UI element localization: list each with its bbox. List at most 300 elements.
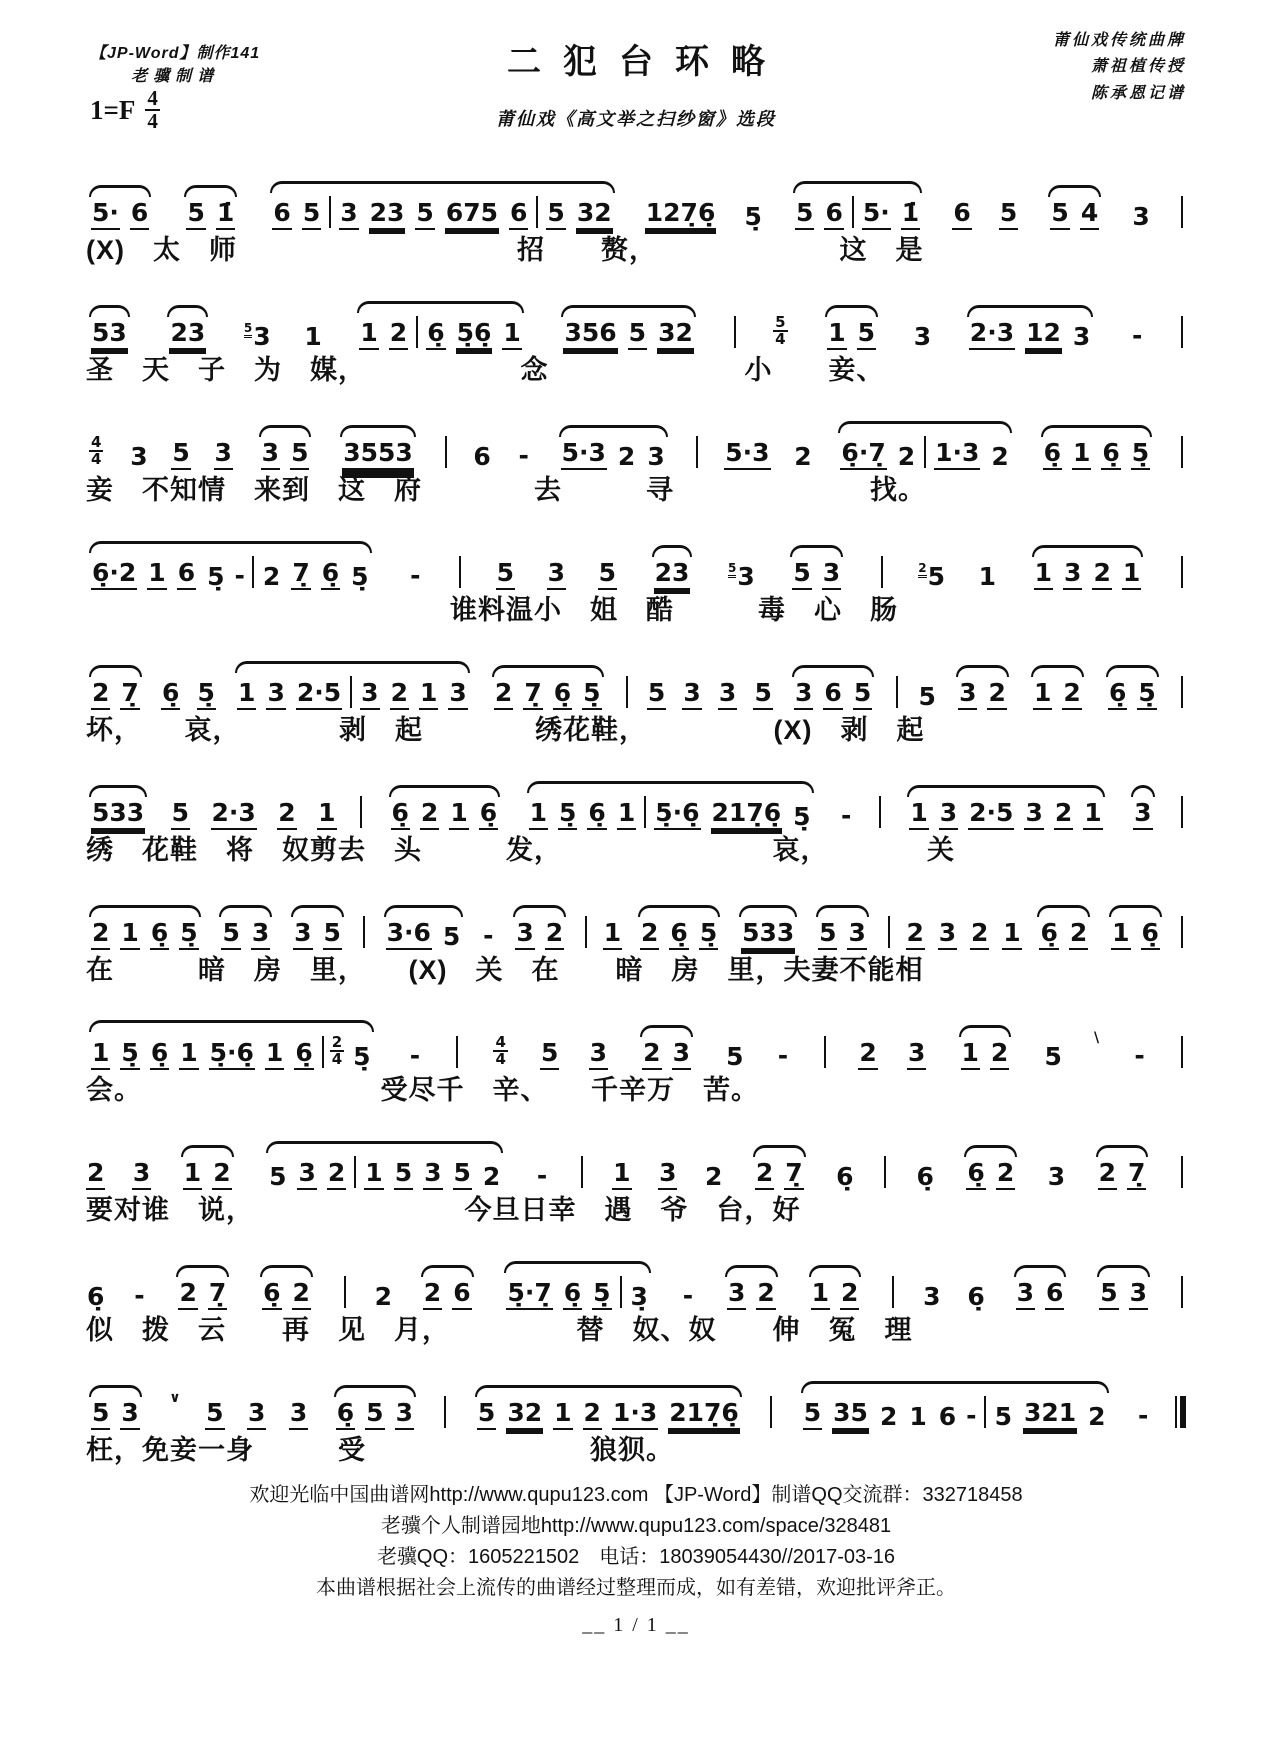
note-token: 3 [214, 440, 233, 470]
note-token: 6̣ [967, 1281, 985, 1311]
note-token: 2 [583, 1400, 602, 1430]
note-token: 5 [171, 800, 190, 830]
slur-group [1034, 917, 1093, 950]
credit-teacher: 萧祖植传授 [1090, 58, 1186, 76]
barline [350, 676, 352, 708]
note-token: 3 [938, 920, 957, 950]
lyrics-row: 绣 花鞋 将 奴剪去 头 发， 哀， 关 [86, 835, 955, 865]
slur-group [86, 317, 133, 350]
note-token: 5 [269, 1161, 287, 1191]
slur-group [1093, 1157, 1152, 1190]
note-token: $^2$5 [918, 560, 946, 591]
barline [1181, 1156, 1183, 1188]
note-token: 5̣ [1131, 440, 1150, 470]
slur-arc [561, 305, 695, 317]
note-token: 5 [818, 920, 837, 950]
time-signature-bottom: 4 [331, 1050, 343, 1069]
barline [1181, 556, 1183, 588]
note-token: 53 [91, 320, 128, 350]
score-system [86, 874, 1186, 990]
time-signature [330, 1032, 344, 1069]
slur-group [181, 197, 240, 230]
note-token: 5 [853, 680, 872, 710]
slur-group [472, 1397, 745, 1430]
time-signature-top: 4 [91, 432, 102, 451]
note-token: 6̣ [336, 1400, 355, 1430]
key-label: 1=F [90, 94, 136, 125]
note-token: 3 [266, 680, 285, 710]
note-token: 6 [473, 441, 491, 471]
lyrics-row: (X) 太 师 招 赘， 这 是 [86, 235, 924, 265]
note-token: 5 [415, 200, 434, 230]
note-token: 2·5 [296, 680, 342, 710]
slur-group [173, 1277, 232, 1310]
slur-group [86, 1032, 377, 1071]
slur-arc [89, 1385, 142, 1397]
notes-row [86, 514, 1186, 590]
note-token: 2 [879, 1401, 898, 1431]
note-token: 3 [132, 1160, 151, 1190]
lyrics-row: 会。 受尽千 辛、 千辛万 苦。 [86, 1075, 759, 1105]
note-token: 5 [290, 440, 309, 470]
slur-arc [790, 545, 843, 557]
note-token: 6 [824, 200, 843, 230]
note-token: 1 [617, 800, 636, 830]
time-signature-top: 4 [495, 1032, 506, 1051]
note-token: 6̣ [553, 680, 572, 710]
barline [444, 1396, 446, 1428]
slur-arc [181, 1145, 234, 1157]
note-token: 1 [1111, 920, 1130, 950]
lyrics-row: 枉，免妾一身 受 狼狈。 [86, 1435, 674, 1465]
barline [644, 796, 646, 828]
slur-group [1028, 677, 1087, 710]
slur-arc [725, 1265, 778, 1277]
note-token: 12 [1025, 320, 1062, 350]
note-token: 2 [1054, 800, 1073, 830]
note-token: 5 [1044, 1041, 1062, 1071]
notes-row [86, 754, 1186, 830]
note-token: 2 [374, 1281, 392, 1311]
note-token: 2 [996, 1160, 1015, 1190]
note-token: 6 [509, 200, 528, 230]
credit-source: 莆仙戏传统曲牌 [1052, 32, 1186, 49]
barline [344, 1276, 346, 1308]
note-token: 5 [1099, 1280, 1118, 1310]
note-token: 127̣6̣ [645, 200, 717, 230]
barline [884, 1156, 886, 1188]
notes-row [86, 874, 1186, 950]
note-token: 23 [369, 200, 406, 230]
slur-group [263, 1156, 506, 1190]
note-token: 23 [654, 560, 691, 590]
note-token: 1 [179, 1040, 198, 1070]
note-token: 5 [394, 1160, 413, 1190]
note-token: 6̣ [587, 800, 606, 830]
note-token: 2 [389, 320, 408, 350]
note-token: 1·3 [612, 1400, 658, 1430]
note-token: 3 [1133, 800, 1152, 830]
slur-arc [1031, 665, 1084, 677]
slur-group [267, 196, 617, 230]
note-token: 1 [449, 800, 468, 830]
note-token: 2 [640, 920, 659, 950]
header [86, 26, 1186, 154]
note-token: 2·5 [968, 800, 1014, 830]
note-token: 2 [327, 1160, 346, 1190]
note-token: 3 [448, 680, 467, 710]
final-barline [1175, 1396, 1186, 1428]
barline [770, 1396, 772, 1428]
barline [1181, 196, 1183, 228]
time-signature [89, 432, 103, 469]
note-token: 5 [477, 1400, 496, 1430]
note-token: 6̣ [150, 1040, 169, 1070]
barline [581, 1156, 583, 1188]
note-token: 5̣6̣ [456, 320, 493, 350]
note-token: 2 [987, 680, 1006, 710]
note-token: 3 [1063, 560, 1082, 590]
note-token: 3 [939, 800, 958, 830]
slur-arc [1032, 545, 1144, 557]
note-token: 7̣ [291, 560, 310, 590]
score-system [86, 994, 1186, 1110]
note-token: 1 [961, 1040, 980, 1070]
slur-arc [1096, 1145, 1149, 1157]
slur-group [736, 917, 800, 950]
slur-arc [838, 421, 1011, 433]
note-token: 1 [1033, 680, 1052, 710]
note-token: 6̣·7̣ [840, 440, 886, 470]
note-token: 6̣ [1141, 920, 1160, 950]
note-token: 5 [1050, 200, 1069, 230]
slur-group [813, 917, 872, 950]
note-token: 3 [1016, 1280, 1035, 1310]
footer-site-line: 欢迎光临中国曲谱网http://www.qupu123.com 【JP-Word】制谱QQ交流群：332718458 [249, 1484, 1023, 1506]
slur-arc [1048, 185, 1101, 197]
slur-arc [384, 905, 464, 917]
maker-line1: 【JP-Word】制作141 [90, 45, 261, 62]
note-token: 5̣ [744, 201, 762, 231]
note-token: 5 [795, 200, 814, 230]
grace-note: 5 [244, 321, 252, 338]
slur-group [86, 797, 150, 830]
note-token: 6̣ [1108, 680, 1127, 710]
barline [585, 916, 587, 948]
note-token: 2 [991, 441, 1009, 471]
note-token: 6̣ [563, 1280, 582, 1310]
note-token: 7̣ [208, 1280, 227, 1310]
final-bar-thin [1175, 1396, 1177, 1428]
note-token: 5̣·6̣ [654, 800, 700, 830]
slur-arc [964, 1145, 1017, 1157]
grace-note: 5 [728, 561, 736, 578]
note-token: 6̣ [479, 800, 498, 830]
note-token: 7̣ [1127, 1160, 1146, 1190]
time-signature [773, 312, 787, 349]
grace-note: 2 [918, 561, 926, 578]
note-token: 2 [1088, 1401, 1106, 1431]
note-token: 2 [1062, 680, 1081, 710]
slur-arc [1097, 1265, 1150, 1277]
note-token: $^5$3 [727, 560, 755, 591]
slur-arc [527, 781, 814, 793]
note-token: 7̣ [120, 680, 139, 710]
note-token: 2 [494, 680, 513, 710]
note-token: 3 [1047, 1161, 1066, 1191]
slur-group [232, 676, 473, 710]
note-token: 2 [390, 680, 409, 710]
slur-group [257, 1277, 316, 1310]
note-token: 35 [832, 1400, 869, 1430]
note-token: 1 [978, 561, 997, 591]
slur-group [789, 677, 877, 710]
note-token: 2 [755, 1160, 774, 1190]
note-token: 5 [323, 920, 342, 950]
note-token: 5· [862, 200, 891, 230]
note-token: 5·3 [724, 440, 770, 470]
note-token: 2 [212, 1160, 231, 1190]
slur-arc [184, 185, 237, 197]
time-signature [493, 1032, 507, 1069]
duration-dash: - [536, 1161, 548, 1190]
slur-group [806, 1277, 865, 1310]
note-token: 5 [647, 680, 666, 710]
note-token: 1 [502, 320, 521, 350]
note-token: 5 [221, 920, 240, 950]
note-token: 1 [811, 1280, 830, 1310]
note-token: 6 [952, 200, 971, 230]
slur-arc [1131, 785, 1154, 797]
note-token: 5̣ [793, 801, 811, 831]
note-token: 1·3 [934, 440, 980, 470]
notes-row [86, 154, 1186, 230]
note-token: 3 [1129, 1280, 1148, 1310]
note-token: 1 [120, 920, 139, 950]
note-token: 3 [395, 1400, 414, 1430]
barline [445, 436, 447, 468]
notes-row [86, 274, 1186, 350]
slur-arc [753, 1145, 806, 1157]
note-token: 1 [553, 1400, 572, 1430]
note-token: 5 [91, 1400, 110, 1430]
note-token: 6̣ [150, 920, 169, 950]
note-token: 217̣6̣ [711, 800, 783, 830]
note-token: 32 [506, 1400, 543, 1430]
duration-dash: - [1134, 1041, 1145, 1070]
slur-group [489, 677, 607, 710]
barline [322, 1036, 324, 1068]
barline [360, 796, 362, 828]
slur-arc [792, 665, 874, 677]
note-token: 3 [847, 920, 866, 950]
note-token: 5̣ [197, 680, 216, 710]
barline [1181, 916, 1183, 948]
note-token: 6̣ [966, 1160, 985, 1190]
note-token: 1 [183, 1160, 202, 1190]
notes-row [86, 634, 1186, 710]
note-token: 3 [794, 680, 813, 710]
note-token: 4 [1080, 200, 1099, 230]
slur-group [337, 437, 419, 470]
note-token: 3 [297, 1160, 316, 1190]
slur-group [256, 437, 315, 470]
time-signature-top: 5 [775, 312, 786, 331]
slur-group [822, 317, 881, 350]
note-token: 2 [642, 1040, 661, 1070]
note-token: 1 [1072, 440, 1091, 470]
note-token: 1 [612, 1160, 631, 1190]
barline [924, 436, 926, 468]
duration-dash: - [134, 1281, 145, 1310]
barline [363, 916, 365, 948]
note-token: 5 [753, 680, 772, 710]
breath-mark: \ [1094, 1030, 1100, 1046]
note-token: 1 [147, 560, 166, 590]
footer-space-line: 老骥个人制谱园地http://www.qupu123.com/space/328481 [380, 1515, 892, 1537]
slur-group [1094, 1277, 1153, 1310]
barline [1181, 436, 1183, 468]
note-token: 1 [304, 321, 322, 351]
barline [984, 1396, 986, 1428]
slur-group [637, 1037, 696, 1070]
slur-arc [89, 1020, 374, 1032]
note-token: 3 [658, 1160, 677, 1190]
note-token: 5̣ [120, 1040, 139, 1070]
slur-group [86, 556, 375, 590]
note-token: 5̣ [353, 1041, 371, 1071]
note-token: 3 [360, 680, 379, 710]
note-token: 5 [994, 1401, 1012, 1431]
note-token: 5· [91, 200, 120, 230]
slur-arc [270, 181, 614, 193]
slur-arc [825, 305, 878, 317]
note-token: 3 [261, 440, 280, 470]
slur-arc [421, 1265, 474, 1277]
note-token: 6̣ [161, 680, 180, 710]
note-token: 2 [794, 441, 812, 471]
footer-note-line: 本曲谱根据社会上流传的曲谱经过整理而成，如有差错，欢迎批评斧正。 [316, 1577, 956, 1599]
note-token: 2 [86, 1160, 105, 1190]
barline [459, 556, 461, 588]
slur-arc [1041, 425, 1153, 437]
score-system [86, 1234, 1186, 1350]
note-token: 3̣ [630, 1281, 648, 1311]
note-token: 3 [515, 920, 534, 950]
note-token: 5̣·7̣ [506, 1280, 552, 1310]
duration-dash: - [1131, 321, 1143, 350]
slur-arc [559, 425, 668, 437]
lyrics-row: 圣 天 子 为 媒， 念 小 妾、 [86, 355, 885, 385]
note-token: 6 [272, 200, 291, 230]
score-system [86, 1354, 1186, 1470]
score-system [86, 394, 1186, 510]
slur-arc [513, 905, 566, 917]
note-token: 5 [546, 200, 565, 230]
score-system [86, 514, 1186, 630]
barline [1181, 796, 1183, 828]
time-signature-bottom: 4 [91, 450, 102, 469]
note-token: 356 [563, 320, 617, 350]
note-token: 1 [827, 320, 846, 350]
note-token: 2 [970, 920, 989, 950]
barline [620, 1276, 622, 1308]
note-token: 6̣ [669, 920, 688, 950]
subtitle: 莆仙戏《高文举之扫纱窗》选段 [496, 109, 776, 129]
slur-group [1103, 677, 1162, 710]
slur-group [86, 1397, 145, 1430]
slur-arc [956, 665, 1009, 677]
slur-arc [89, 305, 130, 317]
meter-bottom: 4 [147, 109, 158, 133]
note-token: 32 [576, 200, 613, 230]
slur-arc [638, 905, 720, 917]
slur-arc [739, 905, 797, 917]
score-system [86, 634, 1186, 750]
note-token: 5̣ [582, 680, 601, 710]
note-token: 5 [999, 200, 1018, 230]
note-token: 6 [177, 560, 196, 590]
notes-row [86, 994, 1186, 1070]
slur-group [635, 917, 723, 950]
note-token: 321 [1023, 1400, 1077, 1430]
note-token: 5 [628, 320, 647, 350]
slur-arc [89, 665, 142, 677]
slur-arc [967, 305, 1094, 317]
slur-group [953, 677, 1012, 710]
note-token: 5 [302, 200, 321, 230]
note-token: 5 [792, 560, 811, 590]
barline [329, 196, 331, 228]
time-signature-top: 2 [331, 1032, 343, 1051]
notes-row [86, 1354, 1186, 1430]
note-token: 5 [496, 560, 515, 590]
footer [86, 1480, 1186, 1641]
slur-arc [504, 1261, 651, 1273]
note-token: 3 [289, 1400, 308, 1430]
note-token: 2 [1092, 560, 1111, 590]
note-token: 675 [445, 200, 499, 230]
notes-row [86, 1234, 1186, 1310]
slur-group [649, 557, 696, 590]
slur-group [86, 917, 204, 950]
note-token: 23 [169, 320, 206, 350]
note-token: 5̣ [1137, 680, 1156, 710]
slur-group [510, 917, 569, 950]
note-token: 2 [990, 1040, 1009, 1070]
note-token: 5 [442, 921, 461, 951]
note-token: 5̣ [351, 561, 369, 591]
slur-group [86, 677, 145, 710]
note-token: 6̣ [426, 320, 445, 350]
barline [881, 556, 883, 588]
barline [892, 1276, 894, 1308]
lyrics-row: 要对谁 说， 今旦日幸 遇 爷 台，好 [86, 1195, 801, 1225]
note-token: 3 [120, 1400, 139, 1430]
note-token: 2 [420, 800, 439, 830]
note-token: 2 [482, 1161, 501, 1191]
slur-arc [1109, 905, 1162, 917]
note-token: 2 [91, 680, 110, 710]
note-token: 5 [186, 200, 205, 230]
note-token: 6̣·2 [91, 560, 137, 590]
score-body [86, 154, 1186, 1470]
barline [1181, 316, 1183, 348]
slur-arc [357, 301, 523, 313]
slur-group [381, 917, 467, 951]
slur-group [1045, 197, 1104, 230]
note-token: 1 [317, 800, 336, 830]
